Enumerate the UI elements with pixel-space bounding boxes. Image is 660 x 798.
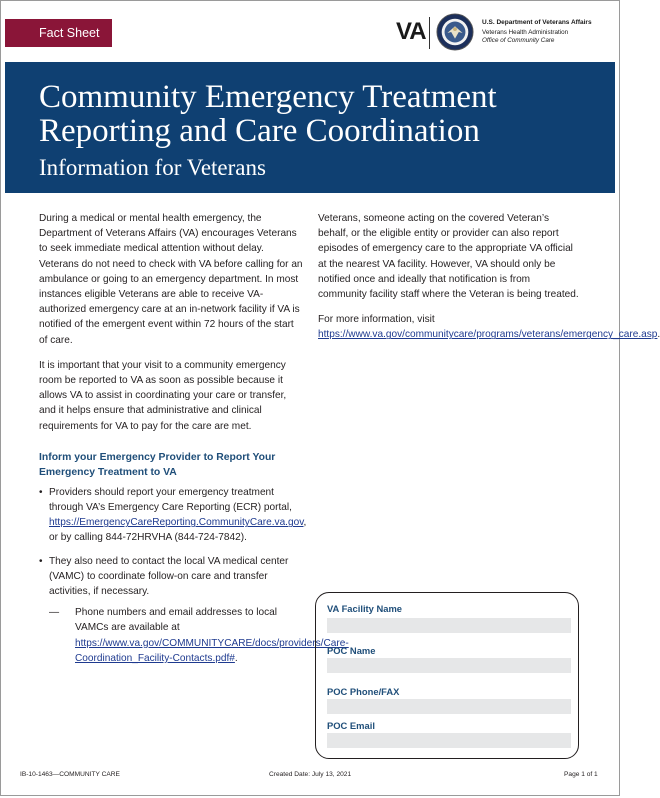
poc-phone-field[interactable] — [327, 699, 571, 714]
page-subtitle: Information for Veterans — [39, 155, 266, 180]
footer-created-date: Created Date: July 13, 2021 — [269, 771, 352, 778]
bullet-1-text-end: , or by calling 844-72HRVHA (844-724-7842). — [49, 517, 307, 544]
bullet-list — [39, 485, 349, 666]
facility-name-field[interactable] — [327, 618, 571, 633]
agency-block — [482, 19, 592, 45]
ecr-portal-link[interactable]: https://EmergencyCareReporting.CommunityCare.va.gov — [49, 517, 304, 529]
administration-name: Veterans Health Administration — [482, 29, 569, 36]
dash-marker: — — [49, 607, 60, 619]
more-info-text: For more information, visit — [318, 314, 435, 326]
emergency-care-link[interactable]: https://www.va.gov/communitycare/programs/veterans/emergency_care.asp — [318, 329, 658, 341]
poc-email-field[interactable] — [327, 733, 571, 748]
va-logo-text: VA — [396, 18, 426, 45]
facility-contact-box — [315, 592, 579, 759]
more-info-text-end: . — [657, 329, 660, 341]
logo-divider — [429, 17, 430, 49]
footer-doc-id: IB-10-1463—COMMUNITY CARE — [20, 771, 120, 778]
facility-contacts-link[interactable]: https://www.va.gov/COMMUNITYCARE/docs/providers/Care-Coordination_Facility-Contacts.pdf# — [75, 637, 349, 664]
poc-name-field[interactable] — [327, 658, 571, 673]
office-name: Office of Community Care — [482, 37, 555, 44]
poc-email-label: POC Email — [327, 720, 375, 731]
sub-item-text-end: . — [234, 652, 238, 664]
fact-sheet-tag: Fact Sheet — [5, 19, 112, 47]
footer-page-number: Page 1 of 1 — [564, 771, 598, 778]
reporting-paragraph: Veterans, someone acting on the covered Veteran’s behalf, or the eligible entity or provider can also report episodes of emergency care to the appropriate VA official at the nearest VA facility. However, VA should only be notified once and ideally that notification is from community facility staff where the Veteran is being treated. — [318, 213, 579, 301]
left-column — [39, 211, 349, 674]
intro-paragraph: During a medical or mental health emergency, the Department of Veterans Affairs (VA) encourages Veterans to seek immediate medical attention without delay. Veterans do not need to check with VA before calling for an ambulance or going to an emergency department. In most instances eligible Veterans are able to receive VA-authorized emergency care at an in-network facility if VA is notified of the emergent event within 72 hours of the start of care. — [39, 213, 303, 346]
list-item — [49, 485, 307, 546]
right-column — [318, 211, 660, 353]
bullet-1-text: Providers should report your emergency treatment through VA’s Emergency Care Reporting (ECR) portal, — [49, 486, 292, 514]
bullet-2-text: They also need to contact the local VA medical center (VAMC) to coordinate follow-on care and transfer activities, if necessary. — [49, 555, 289, 598]
list-item — [49, 554, 349, 666]
more-info-paragraph — [318, 312, 660, 342]
poc-name-label: POC Name — [327, 645, 376, 656]
facility-name-label: VA Facility Name — [327, 603, 403, 614]
title-banner — [5, 62, 615, 193]
section-heading: Inform your Emergency Provider to Report Your Emergency Treatment to VA — [39, 451, 276, 478]
va-seal-icon — [436, 13, 474, 51]
sub-list-item — [49, 605, 349, 666]
importance-paragraph: It is important that your visit to a community emergency room be reported to VA as soon as possible because it allows VA to assist in coordinating your care or transfer, and it helps ensure that administrative and clinical requirements for VA to pay for the care are met. — [39, 359, 287, 432]
page-title — [39, 80, 497, 148]
department-name: U.S. Department of Veterans Affairs — [482, 19, 592, 26]
poc-phone-label: POC Phone/FAX — [327, 686, 400, 697]
sub-item-text: Phone numbers and email addresses to local VAMCs are available at — [75, 607, 277, 634]
title-line-2: Reporting and Care Coordination — [39, 113, 480, 149]
title-line-1: Community Emergency Treatment — [39, 79, 497, 115]
